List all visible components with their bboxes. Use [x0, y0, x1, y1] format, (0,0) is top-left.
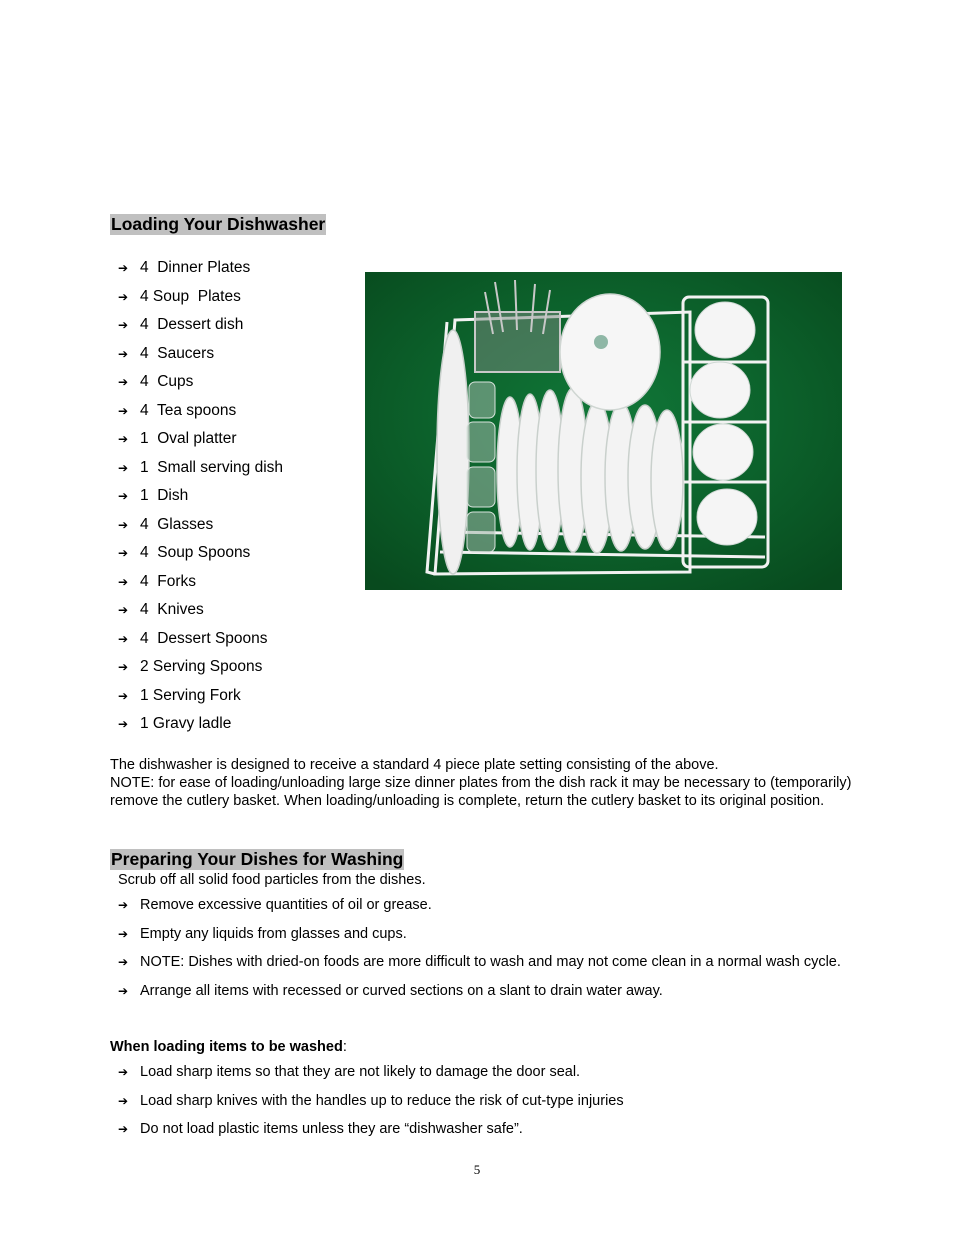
intro-paragraph — [110, 756, 870, 810]
list-item: ➔ Load sharp knives with the handles up to reduce the risk of cut-type injuries — [118, 1092, 624, 1109]
arrow-icon: ➔ — [118, 403, 129, 418]
arrow-icon: ➔ — [118, 574, 129, 589]
list-item: ➔ Load sharp items so that they are not likely to damage the door seal. — [118, 1064, 581, 1080]
list-item: ➔ 4 Soup Plates — [118, 287, 241, 305]
preparing-section-title: Preparing Your Dishes for Washing — [111, 849, 404, 869]
arrow-icon: ➔ — [118, 717, 129, 731]
intro-text: The dishwasher is designed to receive a standard 4 piece plate setting consisting of the above. — [110, 757, 719, 773]
arrow-icon: ➔ — [118, 688, 129, 703]
arrow-icon: ➔ — [118, 660, 129, 674]
note-text: NOTE: for ease of loading/unloading large size dinner plates from the dish rack it may be necessary to (temporarily) remove the cutlery basket. When loading/unloading is complete, return the cutlery basket to its original position. — [110, 775, 852, 809]
list-item: ➔ NOTE: Dishes with dried-on foods are more difficult to wash and may not come clean in a normal wash cycle. — [118, 951, 858, 973]
arrow-icon: ➔ — [118, 1093, 129, 1108]
list-item: ➔ 2 Serving Spoons — [118, 658, 263, 675]
list-item: ➔ 4 Tea spoons — [118, 401, 237, 419]
arrow-icon: ➔ — [118, 926, 129, 941]
list-item: ➔ Arrange all items with recessed or curved sections on a slant to drain water away. — [118, 980, 858, 1002]
arrow-icon: ➔ — [118, 375, 129, 389]
list-item: ➔ 1 Dish — [118, 487, 189, 504]
arrow-icon: ➔ — [118, 261, 129, 275]
list-item: ➔ 4 Saucers — [118, 344, 215, 362]
arrow-icon: ➔ — [118, 955, 129, 969]
arrow-icon: ➔ — [118, 346, 129, 361]
list-item: ➔ Do not load plastic items unless they are “dishwasher safe”. — [118, 1121, 523, 1137]
list-item: ➔ 4 Dinner Plates — [118, 259, 251, 276]
list-item: ➔ 1 Serving Fork — [118, 686, 241, 704]
list-item: ➔ 4 Glasses — [118, 515, 214, 533]
arrow-icon: ➔ — [118, 432, 129, 446]
arrow-icon: ➔ — [118, 1122, 129, 1136]
list-item: ➔ 4 Dessert dish — [118, 316, 244, 333]
list-item: ➔ 4 Knives — [118, 601, 204, 618]
dish-rack-photo — [365, 272, 842, 590]
arrow-icon: ➔ — [118, 517, 129, 532]
list-item: ➔ Empty any liquids from glasses and cups. — [118, 923, 858, 945]
list-item: ➔ 4 Dessert Spoons — [118, 629, 268, 647]
when-loading-list — [118, 1062, 858, 1148]
list-item: ➔ 4 Cups — [118, 373, 194, 390]
page-number: 5 — [473, 1162, 481, 1177]
arrow-icon: ➔ — [118, 631, 129, 646]
list-item: ➔ 1 Oval platter — [118, 430, 237, 447]
list-item: ➔ 1 Gravy ladle — [118, 715, 232, 732]
when-loading-title: When loading items to be washed: — [110, 1039, 347, 1055]
arrow-icon: ➔ — [118, 318, 129, 332]
arrow-icon: ➔ — [118, 1065, 129, 1079]
arrow-icon: ➔ — [118, 898, 129, 912]
scrub-instruction: Scrub off all solid food particles from the dishes. — [118, 872, 426, 888]
arrow-icon: ➔ — [118, 289, 129, 304]
list-item: ➔ 4 Forks — [118, 572, 196, 590]
arrow-icon: ➔ — [118, 983, 129, 998]
preparing-items-list — [118, 894, 858, 1008]
arrow-icon: ➔ — [118, 489, 129, 503]
list-item: ➔ 4 Soup Spoons — [118, 544, 251, 561]
list-item: ➔ Remove excessive quantities of oil or grease. — [118, 894, 858, 916]
loading-section-title: Loading Your Dishwasher — [111, 214, 326, 234]
arrow-icon: ➔ — [118, 546, 129, 560]
loading-items-list — [118, 258, 283, 743]
list-item: ➔ 1 Small serving dish — [118, 458, 284, 476]
arrow-icon: ➔ — [118, 603, 129, 617]
arrow-icon: ➔ — [118, 460, 129, 475]
